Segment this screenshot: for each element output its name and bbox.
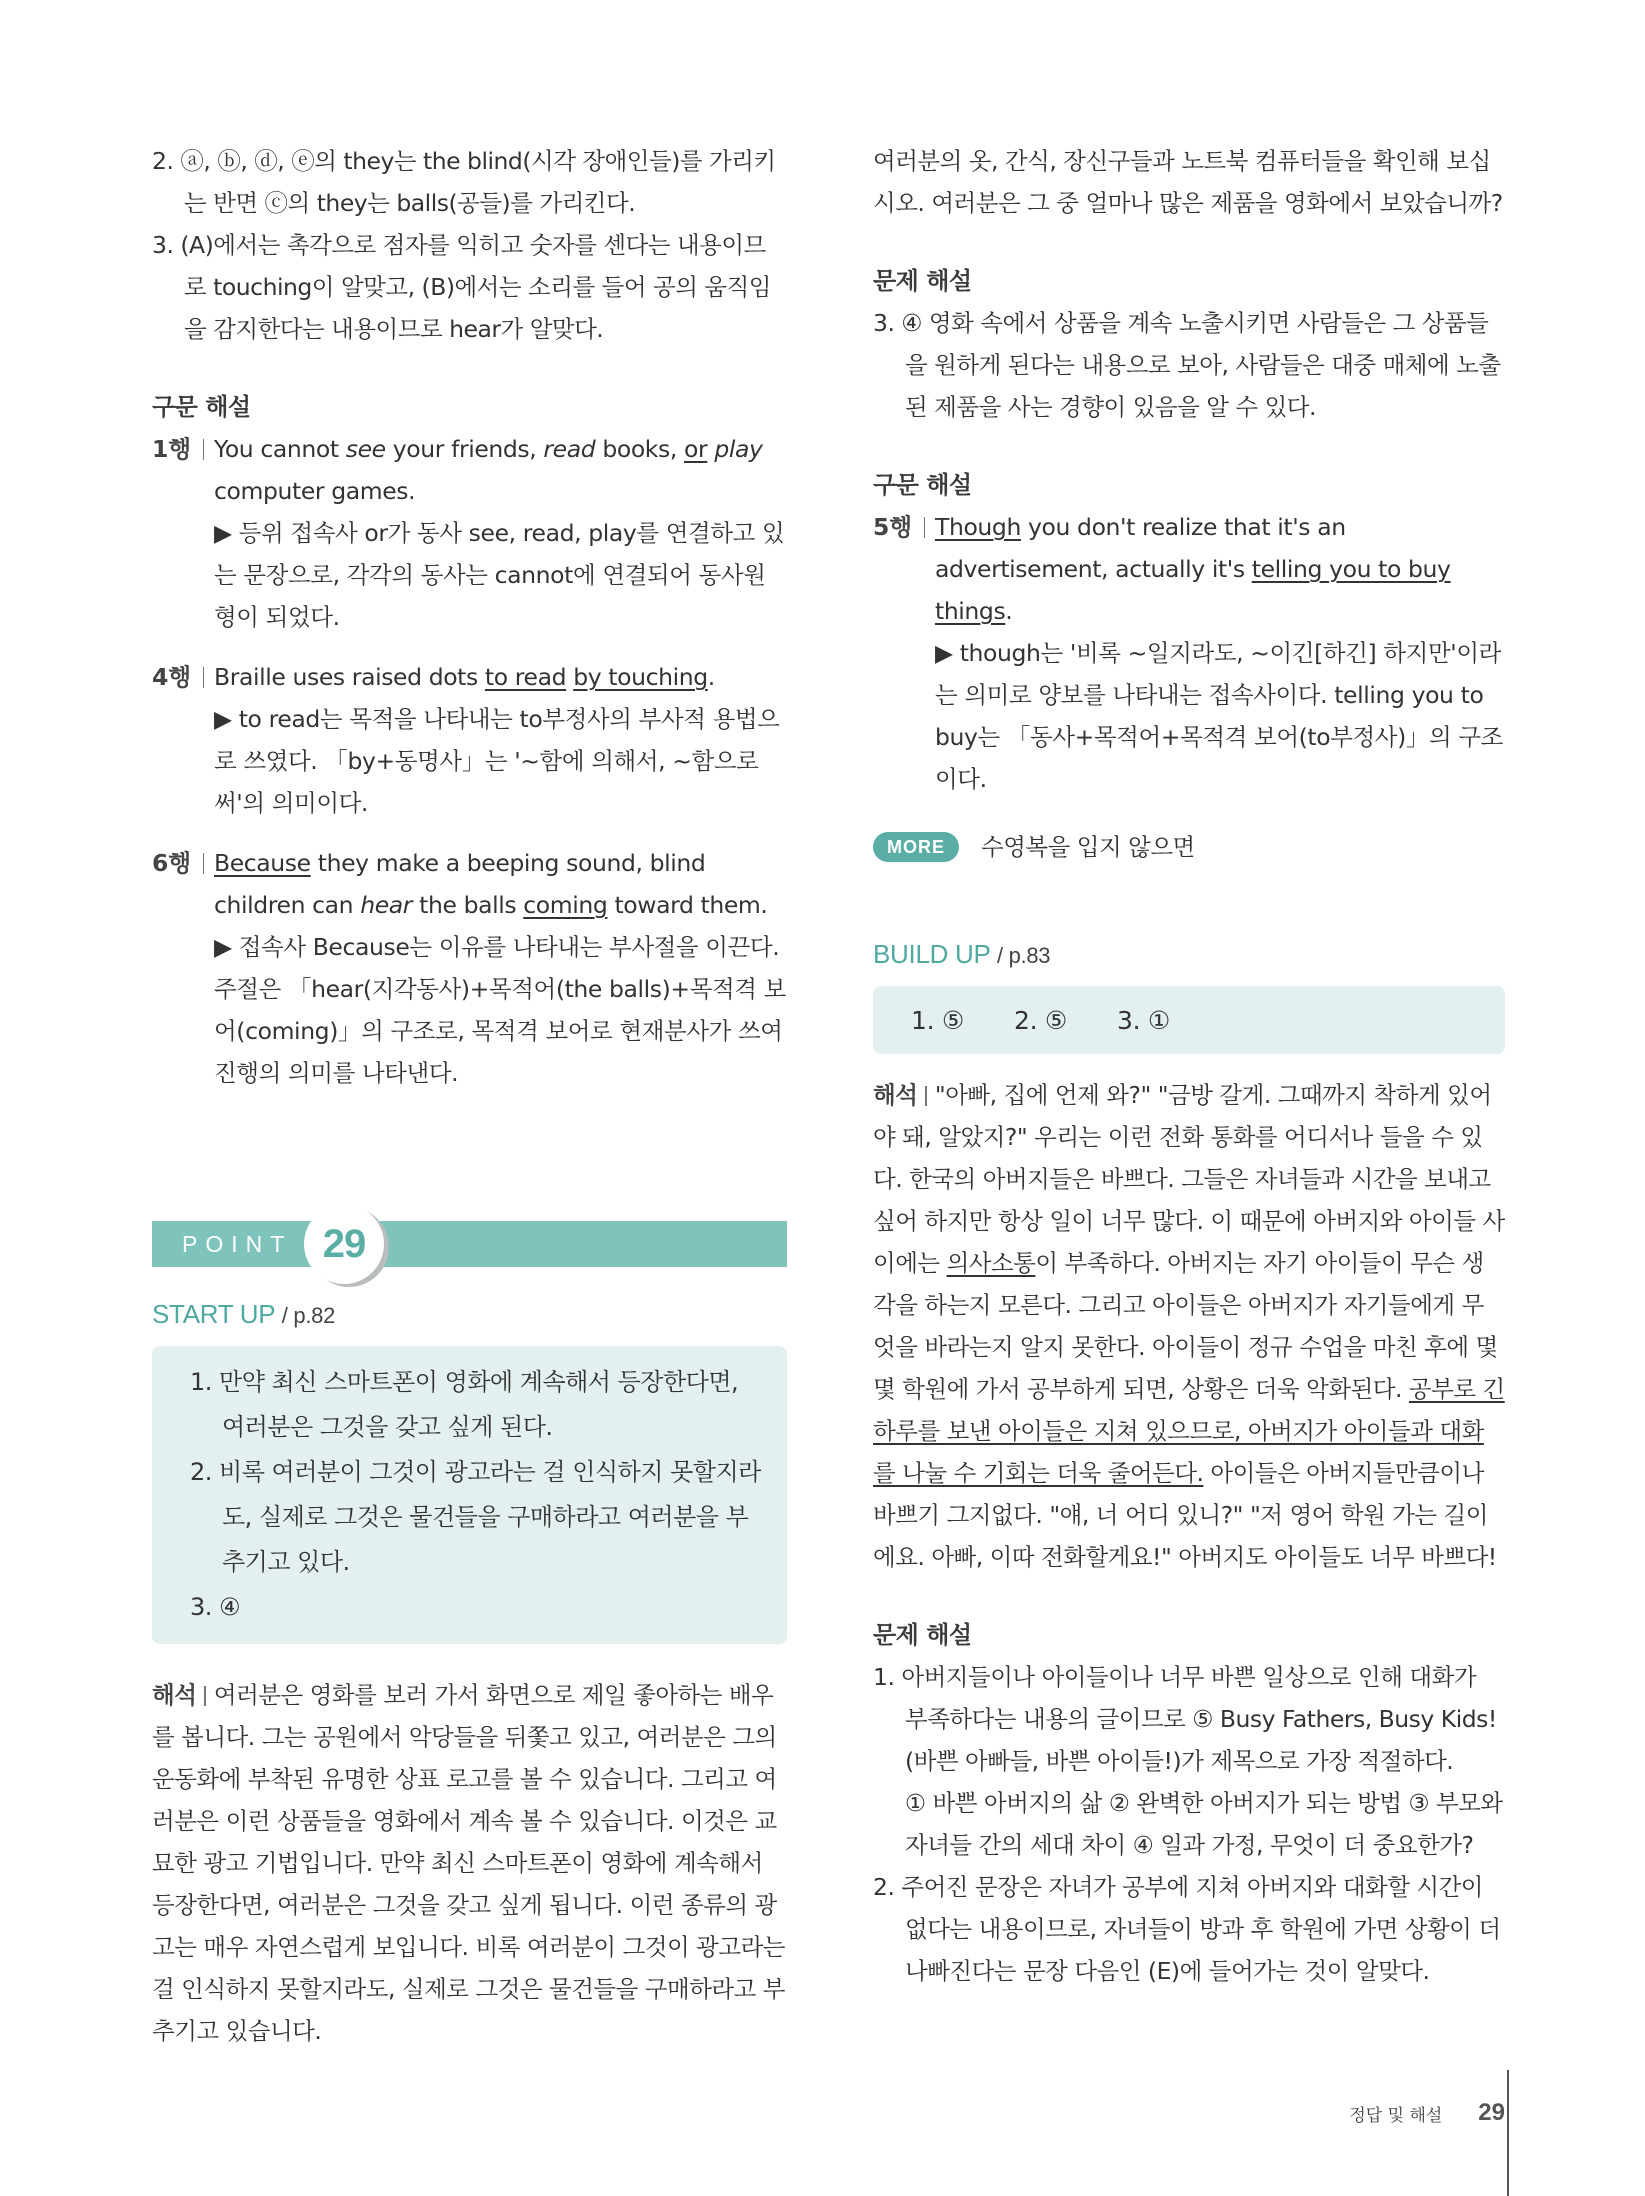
answer-item-2: 2. ⓐ, ⓑ, ⓓ, ⓔ의 they는 the blind(시각 장애인들)를 가리키는 반면 ⓒ의 they는 balls(공들)를 가리킨다. (152, 147, 776, 217)
footer-label: 정답 및 해설 (1349, 2105, 1443, 2126)
build-answer-3: 3. ① (1117, 1005, 1171, 1035)
translation-label: 해석 (873, 1081, 918, 1109)
english-sentence: Braille uses raised dots to read by touching. (214, 663, 715, 691)
start-up-title: START UP / p.82 (152, 1299, 336, 1329)
build-up-answer-box (873, 986, 1505, 1054)
syntax-line-4 (152, 656, 787, 824)
right-column (873, 140, 1505, 1992)
start-answer-3: 3. ④ (190, 1593, 241, 1621)
grammar-note: ▶ to read는 목적을 나타내는 to부정사의 부사적 용법으로 쓰였다. 「by+동명사」는 '~함에 의해서, ~함으로써'의 의미이다. (214, 705, 780, 817)
translation-paragraph: 해석 "아빠, 집에 언제 와?" "금방 갈게. 그때까지 착하게 있어야 돼, 알았지?" 우리는 이런 전화 통화를 어디서나 들을 수 있다. 한국의 아버지들은 바쁘다. 그들은 자녀들과 시간을 보내고 싶어 하지만 항상 일이 너무 많다. 이 때문에 아버지와 아이들 사이에는 의사소통이 부족하다. 아버지는 자기 아이들이 무슨 생각을 하는지 모른다. 그리고 아이들은 아버지가 자기들에게 무엇을 바라는지 알지 못한다. 아이들이 정규 수업을 마친 후에 몇몇 학원에 가서 공부하게 되면, 상황은 더욱 악화된다. 공부로 긴 하루를 보낸 아이들은 지쳐 있으므로, 아버지가 아이들과 대화를 나눌 수 기회는 더욱 줄어든다. 아이들은 아버지들만큼이나 바쁘기 그지없다. "얘, 너 어디 있니?" "저 영어 학원 가는 길이에요. 아빠, 이따 전화할게요!" 아버지도 아이들도 너무 바쁘다! (873, 1081, 1505, 1571)
start-answer-1: 1. 만약 최신 스마트폰이 영화에 계속해서 등장한다면, 여러분은 그것을 갖고 싶게 된다. (190, 1368, 739, 1441)
point-number: 29 (322, 1222, 366, 1266)
start-answer-2: 2. 비록 여러분이 그것이 광고라는 걸 인식하지 못할지라도, 실제로 그것은 물건들을 구매하라고 여러분을 부추기고 있다. (190, 1458, 761, 1576)
left-column (152, 140, 787, 2052)
syntax-heading: 구문 해설 (873, 471, 972, 499)
english-sentence: Because they make a beeping sound, blind children can hear the balls coming toward them. (214, 849, 768, 919)
page-footer (1349, 2092, 1505, 2134)
syntax-line-body (214, 428, 787, 638)
syntax-line-body (214, 656, 787, 824)
translation-paragraph: 해석 여러분은 영화를 보러 가서 화면으로 제일 좋아하는 배우를 봅니다. 그는 공원에서 악당들을 뒤쫓고 있고, 여러분은 그의 운동화에 부착된 유명한 상표 로고를 볼 수 있습니다. 그리고 여러분은 이런 상품들을 영화에서 계속 볼 수 있습니다. 이것은 교묘한 광고 기법입니다. 만약 최신 스마트폰이 영화에 계속해서 등장한다면, 여러분은 그것을 갖고 싶게 됩니다. 이런 종류의 광고는 매우 자연스럽게 보입니다. 비록 여러분이 그것이 광고라는 걸 인식하지 못할지라도, 실제로 그것은 물건들을 구매하라고 부추기고 있습니다. (152, 1681, 785, 2045)
line-number-label: 6행 (152, 842, 214, 1094)
answer-item-3: 3. (A)에서는 촉각으로 점자를 익히고 숫자를 센다는 내용이므로 touching이 알맞고, (B)에서는 소리를 들어 공의 움직임을 감지한다는 내용이므로 hear가 알맞다. (152, 231, 771, 343)
more-row (873, 826, 1505, 868)
problem-item-1-options: ① 바쁜 아버지의 삶 ② 완벽한 아버지가 되는 방법 ③ 부모와 자녀들 간의 세대 차이 ④ 일과 가정, 무엇이 더 중요한가? (905, 1789, 1503, 1859)
line-number-label: 5행 (873, 506, 935, 800)
point-banner (152, 1204, 787, 1274)
problem-heading: 문제 해설 (873, 267, 972, 295)
problem-item-2: 2. 주어진 문장은 자녀가 공부에 지쳐 아버지와 대화할 시간이 없다는 내용이므로, 자녀들이 방과 후 학원에 가면 상황이 더 나빠진다는 문장 다음인 (E)에 들어가는 것이 알맞다. (873, 1873, 1501, 1985)
build-answer-1: 1. ⑤ (911, 1005, 965, 1035)
line-number-label: 4행 (152, 656, 214, 824)
line-number-label: 1행 (152, 428, 214, 638)
grammar-note: ▶ though는 '비록 ~일지라도, ~이긴[하긴] 하지만'이라는 의미로 양보를 나타내는 접속사이다. telling you to buy는 「동사+목적어+목적격 보어(to부정사)」의 구조이다. (935, 639, 1503, 793)
build-answer-2: 2. ⑤ (1014, 1005, 1068, 1035)
problem-item-3: 3. ④ 영화 속에서 상품을 계속 노출시키면 사람들은 그 상품들을 원하게 된다는 내용으로 보아, 사람들은 대중 매체에 노출된 제품을 사는 경향이 있음을 알 수 있다. (873, 309, 1501, 421)
page-number: 29 (1478, 2099, 1505, 2126)
point-label: POINT (182, 1231, 293, 1257)
syntax-line-body (935, 506, 1505, 800)
syntax-line-body (214, 842, 787, 1094)
problem-heading: 문제 해설 (873, 1621, 972, 1649)
more-badge: MORE (873, 832, 959, 862)
grammar-note: ▶ 등위 접속사 or가 동사 see, read, play를 연결하고 있는 문장으로, 각각의 동사는 cannot에 연결되어 동사원형이 되었다. (214, 519, 785, 631)
more-text: 수영복을 입지 않으면 (981, 833, 1195, 861)
english-sentence: Though you don't realize that it's an advertisement, actually it's telling you to buy things. (935, 513, 1451, 625)
syntax-line-6 (152, 842, 787, 1094)
start-up-answer-box (152, 1346, 787, 1644)
syntax-line-5 (873, 506, 1505, 800)
english-sentence: You cannot see your friends, read books, or play computer games. (214, 435, 763, 505)
translation-label: 해석 (152, 1681, 197, 1709)
syntax-line-1 (152, 428, 787, 638)
build-up-title: BUILD UP / p.83 (873, 939, 1051, 969)
problem-item-1: 1. 아버지들이나 아이들이나 너무 바쁜 일상으로 인해 대화가 부족하다는 내용의 글이므로 ⑤ Busy Fathers, Busy Kids!(바쁜 아빠들, 바쁜 아이들!)가 제목으로 가장 적절하다. (873, 1663, 1497, 1775)
footer-divider (1507, 2070, 1509, 2196)
grammar-note: ▶ 접속사 Because는 이유를 나타내는 부사절을 이끈다. 주절은 「hear(지각동사)+목적어(the balls)+목적격 보어(coming)」의 구조로, 목적격 보어로 현재분사가 쓰여 진행의 의미를 나타낸다. (214, 933, 786, 1087)
translation-continued: 여러분의 옷, 간식, 장신구들과 노트북 컴퓨터들을 확인해 보십시오. 여러분은 그 중 얼마나 많은 제품을 영화에서 보았습니까? (873, 147, 1503, 217)
syntax-heading: 구문 해설 (152, 393, 251, 421)
